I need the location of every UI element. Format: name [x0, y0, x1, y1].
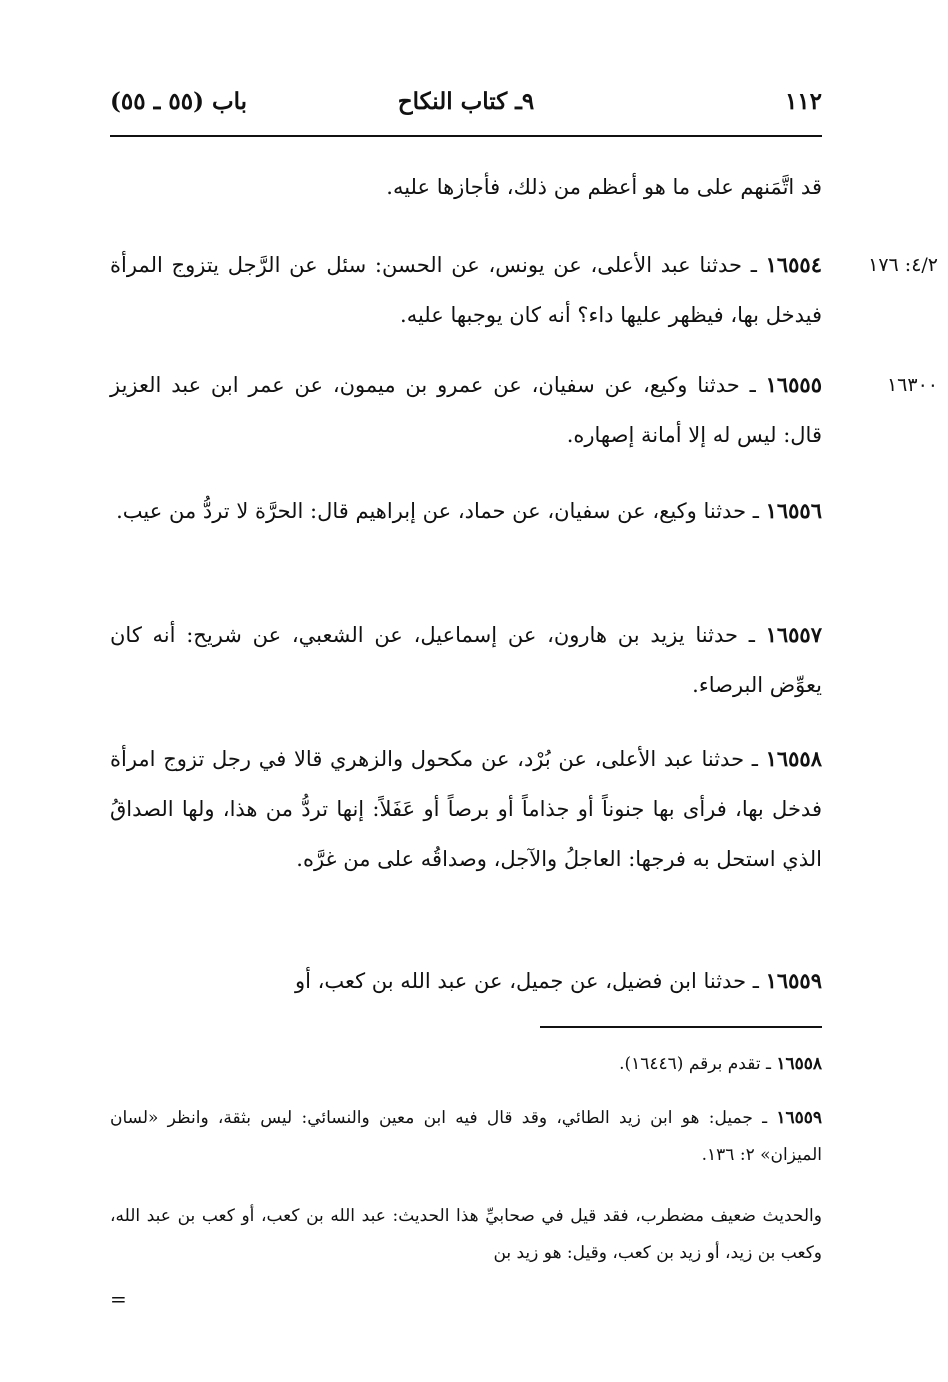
- paragraph: [110, 162, 822, 212]
- hadith-text: ـ حدثنا وكيع، عن سفيان، عن حماد، عن إبراهيم قال: الحرَّة لا تردُّ من عيب.: [116, 499, 759, 523]
- hadith-text: ـ حدثنا عبد الأعلى، عن بُرْد، عن مكحول والزهري قالا في رجل تزوج امرأة فدخل بها، فرأى بها جنوناً أو جذاماً أو برصاً أو عَفَلاً: إنها تردُّ من هذا، ولها الصداقُ الذي استحل به فرجها: العاجلُ والآجل، وصداقُه على من غرَّه.: [110, 747, 822, 871]
- hadith-paragraph: [110, 240, 822, 340]
- paragraph-text: قد اتَّمَنهم على ما هو أعظم من ذلك، فأجازها عليه.: [386, 175, 822, 199]
- hadith-paragraph: [110, 734, 822, 884]
- hadith-text: ـ حدثنا عبد الأعلى، عن يونس، عن الحسن: سئل عن الرَّجل يتزوج المرأة فيدخل بها، فيظهر عليها داء؟ أنه كان يوجبها عليه.: [110, 253, 822, 327]
- footnote: [110, 1100, 822, 1174]
- footnote-number: ١٦٥٥٩: [776, 1108, 823, 1128]
- margin-reference: ١٦٣٠٠: [886, 374, 938, 396]
- header-divider: [110, 135, 822, 137]
- chapter-label: باب (٥٥ ـ ٥٥): [110, 88, 248, 115]
- page-header: [110, 84, 822, 124]
- hadith-paragraph: [110, 486, 822, 536]
- footnote-text: ـ جميل: هو ابن زيد الطائي، وقد قال فيه ابن معين والنسائي: ليس بثقة، وانظر «لسان الميزان» ٢: ١٣٦.: [110, 1108, 822, 1165]
- hadith-number: ١٦٥٥٤: [765, 252, 822, 277]
- hadith-number: ١٦٥٥٧: [765, 622, 822, 647]
- footnote-divider: [540, 1026, 822, 1028]
- hadith-number: ١٦٥٥٩: [765, 968, 822, 993]
- hadith-number: ١٦٥٥٦: [765, 498, 822, 523]
- book-title: ٩ـ كتاب النكاح: [397, 88, 535, 115]
- footnote-number: ١٦٥٥٨: [776, 1054, 822, 1074]
- hadith-number: ١٦٥٥٥: [765, 372, 822, 397]
- footnote-text: ـ تقدم برقم (١٦٤٤٦).: [619, 1054, 771, 1074]
- footnote: [110, 1198, 822, 1272]
- margin-reference: ٤/٢: ١٧٦: [868, 254, 938, 276]
- hadith-paragraph: [110, 610, 822, 710]
- hadith-text: ـ حدثنا يزيد بن هارون، عن إسماعيل، عن الشعبي، عن شريح: أنه كان يعوِّض البرصاء.: [110, 623, 822, 697]
- page-number: ١١٢: [784, 88, 822, 115]
- footnote: [110, 1046, 822, 1083]
- continuation-mark: =: [110, 1287, 127, 1311]
- hadith-paragraph: [110, 956, 822, 1006]
- hadith-text: ـ حدثنا ابن فضيل، عن جميل، عن عبد الله بن كعب، أو: [294, 969, 759, 993]
- hadith-paragraph: [110, 360, 822, 460]
- hadith-number: ١٦٥٥٨: [765, 746, 822, 771]
- footnote-text: والحديث ضعيف مضطرب، فقد قيل في صحابيِّ هذا الحديث: عبد الله بن كعب، أو كعب بن عبد الله، وكعب بن زيد، أو زيد بن كعب، وقيل: هو زيد بن: [110, 1206, 822, 1263]
- hadith-text: ـ حدثنا وكيع، عن سفيان، عن عمرو بن ميمون، عن عمر ابن عبد العزيز قال: ليس له إلا أمانة إصهاره.: [110, 373, 822, 447]
